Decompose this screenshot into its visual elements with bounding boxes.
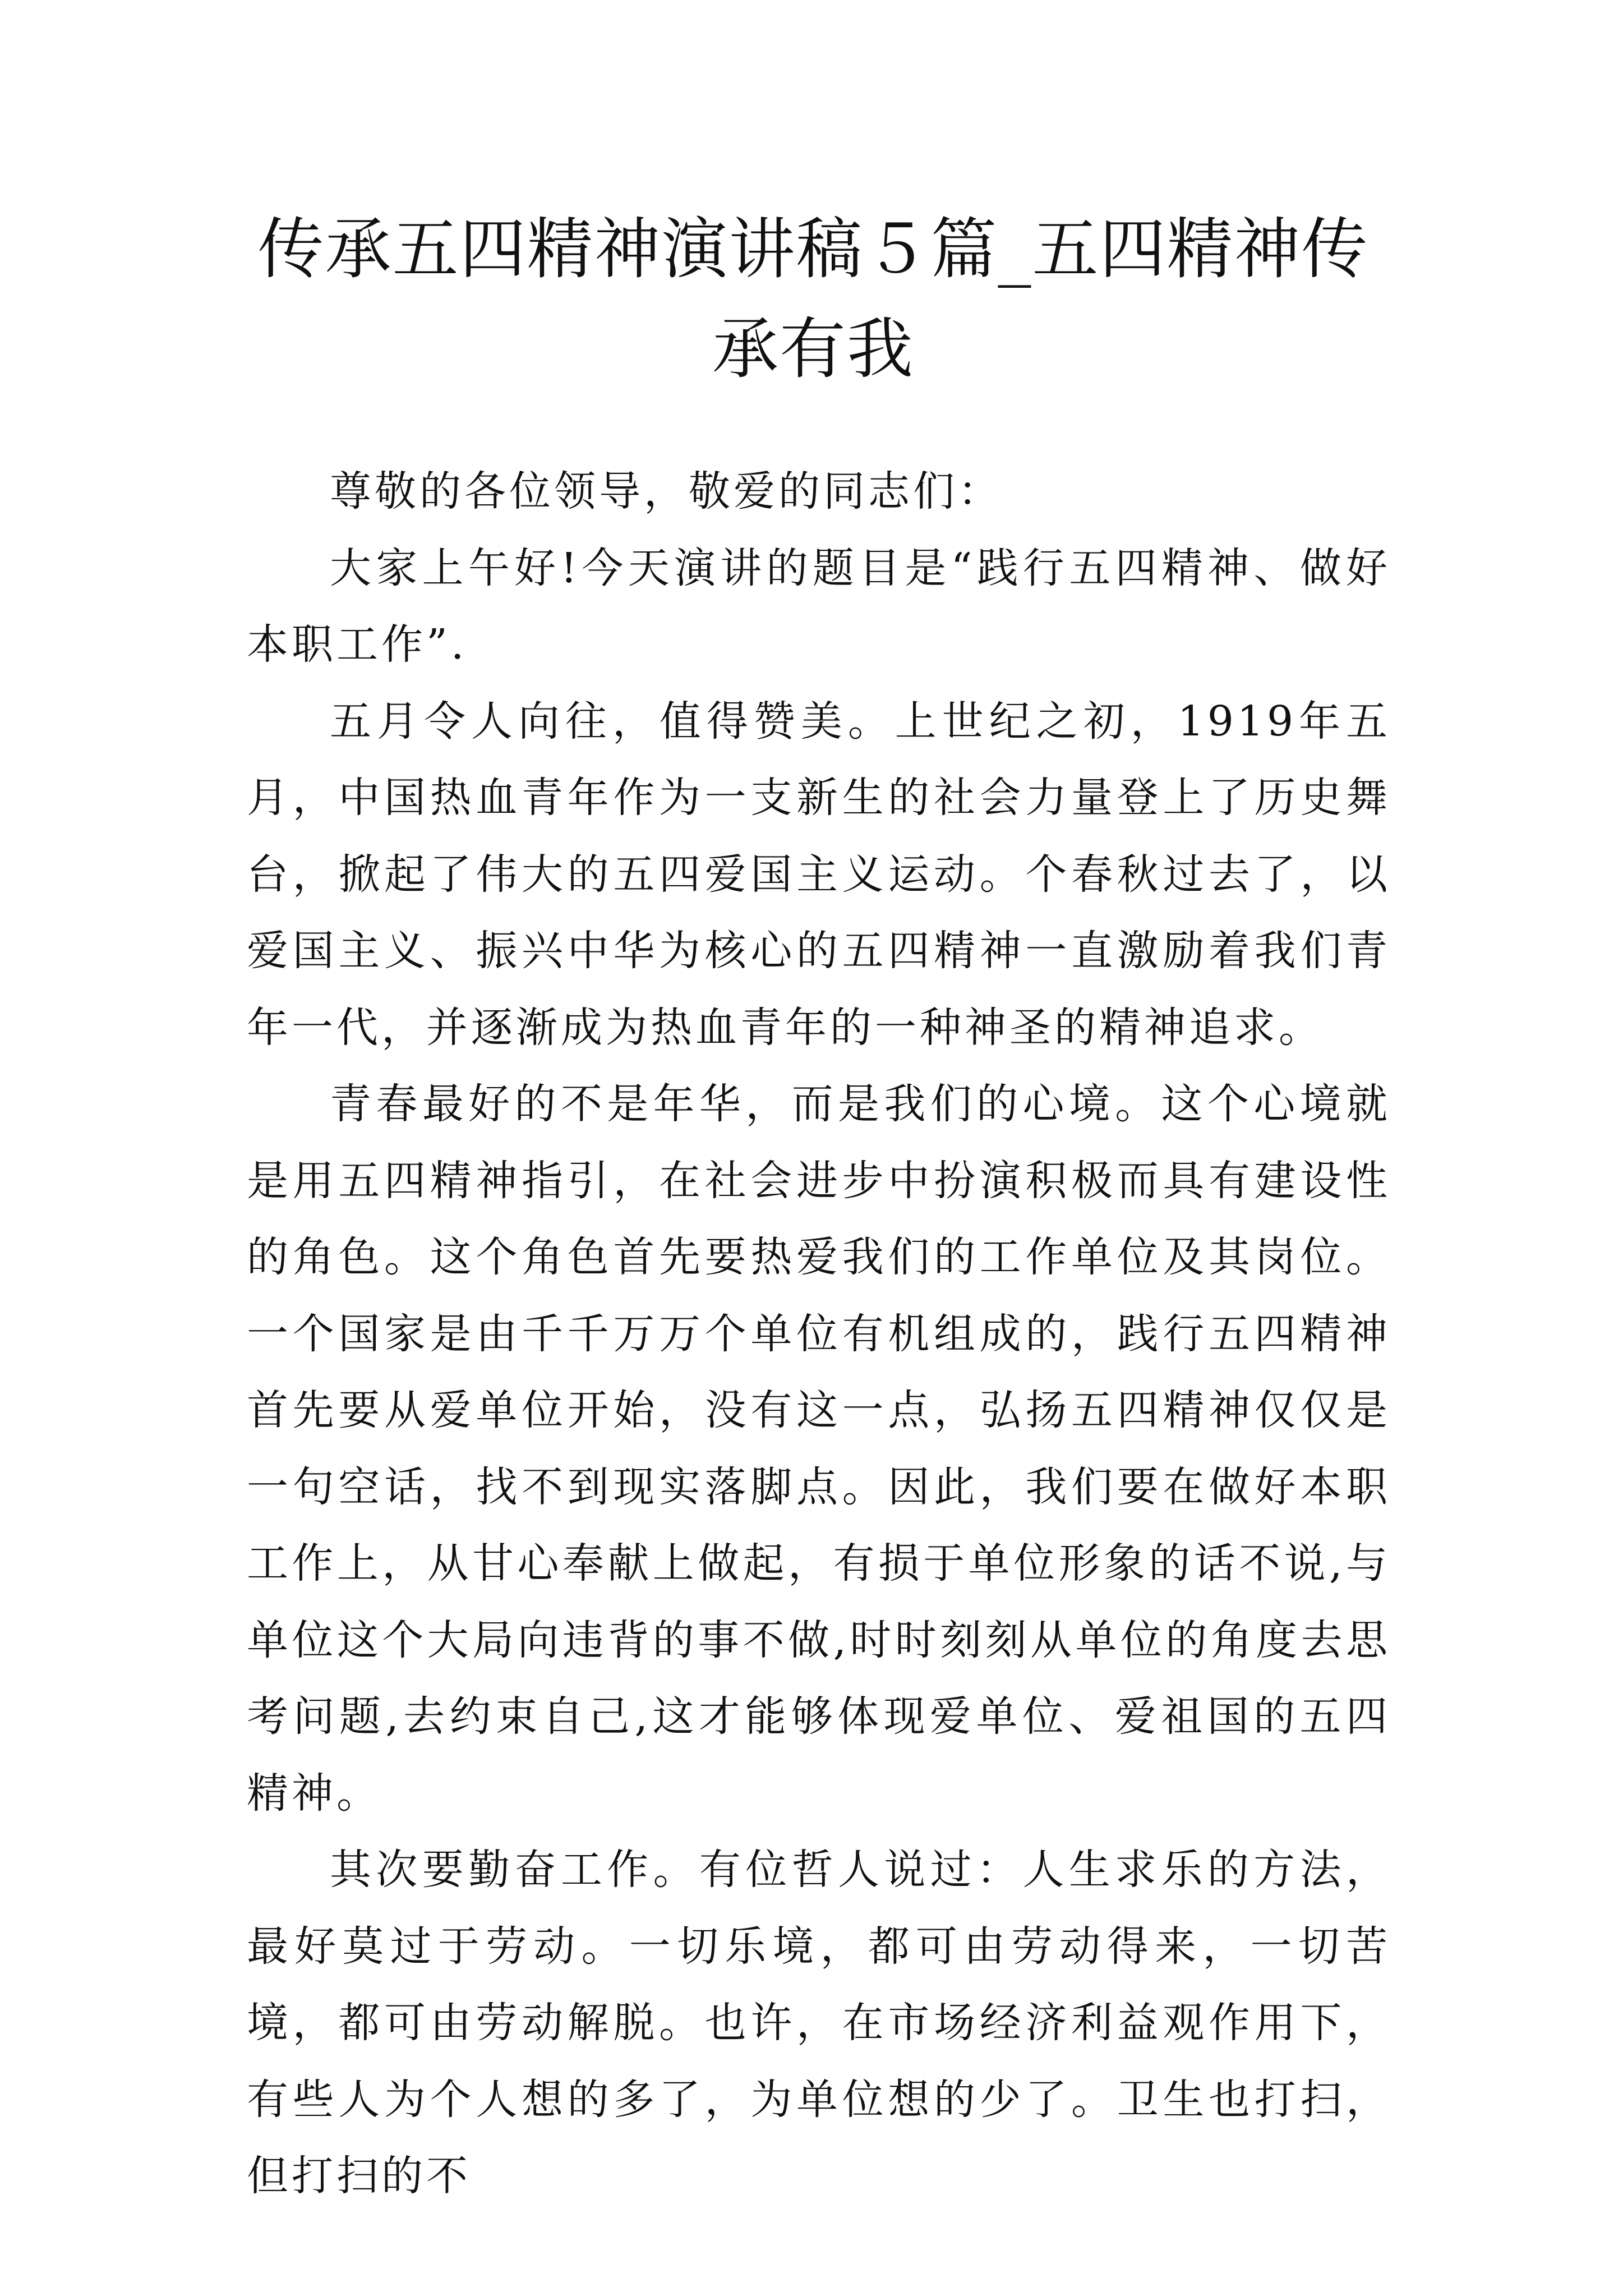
document-title: 传承五四精神演讲稿５篇_五四精神传承有我 — [257, 210, 1369, 388]
paragraph-greeting: 尊敬的各位领导，敬爱的同志们： — [330, 467, 1003, 516]
paragraph-topic: 大家上午好!今天演讲的题目是“践行五四精神、做好本职工作”. — [247, 544, 1391, 669]
paragraph-youth-mindset: 青春最好的不是年华，而是我们的心境。这个心境就是用五四精神指引，在社会进步中扮演积极而具有建设性的角色。这个角色首先要热爱我们的工作单位及其岗位。一个国家是由千千万万个单位有机组成的，践行五四精神首先要从爱单位开始，没有这一点，弘扬五四精神仅仅是一句空话，找不到现实落脚点。因此，我们要在做好本职工作上，从甘心奉献上做起，有损于单位形象的话不说,与单位这个大局向违背的事不做,时时刻刻从单位的角度去思考问题,去约束自己,这才能够体现爱单位、爱祖国的五四精神。 — [247, 1080, 1391, 1818]
paragraph-may-fourth-history: 五月令人向往，值得赞美。上世纪之初，1919年五月，中国热血青年作为一支新生的社会力量登上了历史舞台，掀起了伟大的五四爱国主义运动。个春秋过去了，以爱国主义、振兴中华为核心的五四精神一直激励着我们青年一代，并逐渐成为热血青年的一种神圣的精神追求。 — [247, 697, 1391, 1052]
paragraph-diligent-work: 其次要勤奋工作。有位哲人说过：人生求乐的方法，最好莫过于劳动。一切乐境，都可由劳动得来，一切苦境，都可由劳动解脱。也许，在市场经济利益观作用下，有些人为个人想的多了，为单位想的少了。卫生也打扫，但打扫的不 — [247, 1846, 1391, 2200]
document-body — [247, 453, 1391, 2215]
